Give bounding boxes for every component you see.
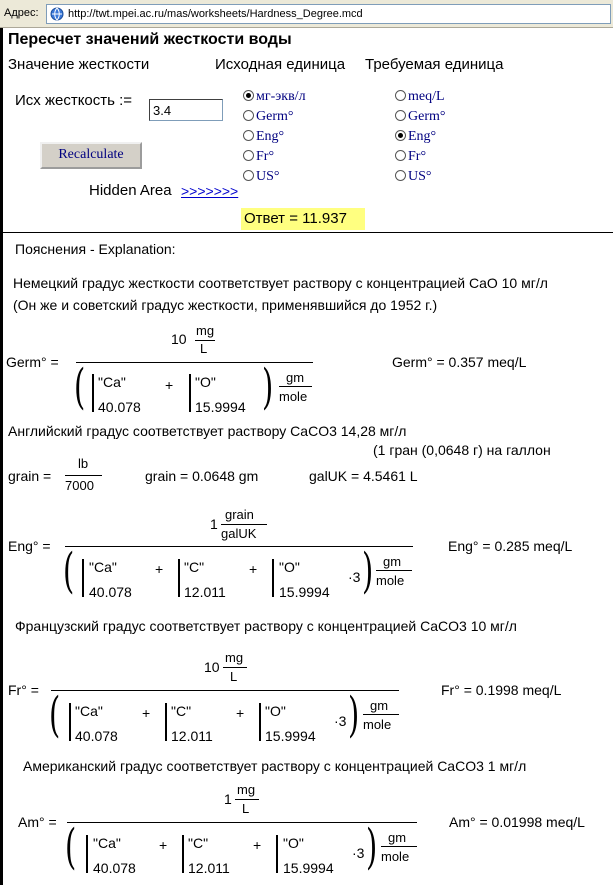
source-option-label: Fr°	[256, 149, 275, 164]
germ-plus: +	[165, 377, 174, 393]
column-header-value: Значение жесткости	[8, 56, 150, 73]
target-radio-germ[interactable]	[395, 109, 445, 125]
eng-num-coef: 1	[210, 516, 218, 532]
am-unit-bar	[235, 799, 259, 800]
germ-lhs: Germ° =	[6, 354, 59, 370]
am-vbar-3	[276, 835, 278, 873]
radio-icon	[243, 150, 254, 161]
fr-num-coef: 10	[204, 659, 220, 675]
fr-description: Французский градус соответствует раствору с концентрацией CaCO3 10 мг/л	[15, 618, 517, 634]
am-m1: 40.078	[93, 860, 136, 876]
fr-lhs: Fr° =	[8, 682, 39, 698]
hidden-area-label: Hidden Area	[89, 182, 172, 199]
source-radio-eng[interactable]	[243, 129, 284, 145]
eng-plus-1: +	[155, 561, 164, 577]
target-radio-meq[interactable]	[395, 89, 445, 105]
target-option-label: Eng°	[408, 129, 437, 144]
am-vbar-1	[86, 835, 88, 873]
target-option-label: meq/L	[408, 89, 445, 104]
eng-unit-bar	[221, 524, 267, 525]
source-option-label: мг-экв/л	[256, 89, 306, 104]
galuk-value: galUK = 4.5461 L	[309, 468, 418, 484]
radio-icon	[243, 170, 254, 181]
germ-den-unit-top: gm	[286, 370, 305, 385]
am-plus-2: +	[253, 837, 262, 853]
fr-left-paren: (	[49, 687, 61, 743]
eng-num-unit-bot: galUK	[221, 526, 257, 541]
explanation-heading: Пояснения - Explanation:	[15, 241, 176, 257]
target-option-label: Germ°	[408, 109, 446, 124]
germ-result: Germ° = 0.357 meq/L	[392, 354, 527, 370]
grain-bot: 7000	[65, 478, 94, 493]
eng-den-unit-top: gm	[383, 554, 402, 569]
radio-icon	[243, 110, 254, 121]
am-el1: "Ca"	[93, 835, 121, 851]
eng-m3: 15.9994	[279, 584, 330, 600]
germ-num-unit-bot: L	[200, 341, 208, 356]
target-option-label: US°	[408, 169, 432, 184]
eng-den-unit-bot: mole	[376, 573, 405, 588]
url-text: http://twt.mpei.ac.ru/mas/worksheets/Hardness_Degree.mcd	[68, 8, 363, 20]
fr-vbar-2	[165, 703, 167, 741]
am-el2: "C"	[188, 835, 209, 851]
fr-plus-2: +	[236, 705, 245, 721]
radio-icon	[395, 110, 406, 121]
answer-badge: Ответ = 11.937	[241, 208, 365, 230]
section-divider	[3, 232, 613, 233]
am-el3: "O"	[283, 835, 304, 851]
target-radio-eng[interactable]	[395, 129, 436, 145]
germ-num-coef: 10	[171, 331, 187, 347]
am-plus-1: +	[159, 837, 168, 853]
grain-bar	[65, 475, 102, 476]
germ-left-paren: (	[74, 359, 86, 415]
fr-el1: "Ca"	[75, 703, 103, 719]
fr-den-unit-bar	[363, 714, 399, 715]
am-vbar-2	[182, 835, 184, 873]
hardness-input[interactable]	[149, 99, 223, 121]
radio-icon	[243, 90, 254, 101]
eng-num-unit-top: grain	[225, 507, 254, 522]
germ-el2: "O"	[195, 374, 216, 390]
am-den-unit-top: gm	[388, 830, 407, 845]
am-right-paren: )	[366, 819, 378, 875]
germ-right-paren: )	[262, 359, 274, 415]
fr-den-unit-bot: mole	[363, 717, 392, 732]
germ-description: Немецкий градус жесткости соответствует раствору с концентрацией CaO 10 мг/л	[13, 275, 548, 291]
eng-m2: 12.011	[184, 584, 226, 600]
eng-right-paren: )	[362, 543, 374, 599]
fr-el2: "C"	[171, 703, 192, 719]
grain-lhs: grain =	[8, 468, 52, 484]
target-option-label: Fr°	[408, 149, 427, 164]
am-num-unit-bot: L	[242, 801, 250, 816]
source-radio-fr[interactable]	[243, 149, 274, 165]
eng-vbar-2	[178, 559, 180, 597]
fr-m2: 12.011	[171, 728, 213, 744]
radio-icon	[395, 150, 406, 161]
am-left-paren: (	[65, 819, 77, 875]
fr-main-bar	[51, 690, 399, 691]
germ-vbar-1	[92, 374, 94, 412]
am-times3: ·3	[352, 845, 365, 861]
eng-result: Eng° = 0.285 meq/L	[448, 538, 573, 554]
page-icon	[50, 7, 64, 21]
eng-den-unit-bar	[376, 570, 412, 571]
grain-top: lb	[78, 456, 89, 471]
source-radio-meq[interactable]	[243, 89, 306, 105]
source-option-label: Germ°	[256, 109, 294, 124]
url-field[interactable]	[46, 4, 611, 24]
target-radio-fr[interactable]	[395, 149, 426, 165]
eng-vbar-3	[272, 559, 274, 597]
hidden-area-link[interactable]: >>>>>>>	[181, 183, 239, 199]
column-header-source: Исходная единица	[215, 56, 346, 73]
fr-den-unit-top: gm	[370, 698, 389, 713]
radio-icon	[243, 130, 254, 141]
fr-result: Fr° = 0.1998 meq/L	[441, 682, 562, 698]
grain-value: grain = 0.0648 gm	[145, 468, 259, 484]
radio-icon	[395, 90, 406, 101]
fr-m3: 15.9994	[265, 728, 316, 744]
input-label: Исх жесткость :=	[15, 92, 133, 109]
germ-m1: 40.078	[98, 399, 141, 415]
source-radio-us[interactable]	[243, 169, 280, 185]
fr-vbar-1	[69, 703, 71, 741]
eng-m1: 40.078	[89, 584, 132, 600]
germ-main-bar	[76, 362, 313, 363]
am-lhs: Am° =	[18, 814, 57, 830]
radio-icon	[395, 130, 406, 141]
am-description: Американский градус соответствует раствору с концентрацией CaCO3 1 мг/л	[23, 758, 527, 774]
am-den-unit-bar	[381, 846, 417, 847]
fr-m1: 40.078	[75, 728, 118, 744]
column-header-target: Требуемая единица	[365, 56, 504, 73]
am-num-coef: 1	[224, 791, 232, 807]
address-label: Адрес:	[4, 7, 39, 19]
germ-el1: "Ca"	[98, 374, 126, 390]
am-den-unit-bot: mole	[381, 849, 410, 864]
eng-lhs: Eng° =	[8, 538, 51, 554]
fr-times3: ·3	[334, 713, 347, 729]
fr-num-unit-top: mg	[225, 650, 244, 665]
am-m2: 12.011	[188, 860, 230, 876]
germ-den-unit-bot: mole	[279, 389, 308, 404]
germ-den-unit-bar	[279, 386, 312, 387]
germ-note: (Он же и советский градус жесткости, применявшийся до 1952 г.)	[13, 297, 438, 313]
am-m3: 15.9994	[283, 860, 334, 876]
target-radio-us[interactable]	[395, 169, 432, 185]
fr-unit-bar	[223, 667, 247, 668]
page-title: Пересчет значений жесткости воды	[8, 31, 292, 48]
germ-m2: 15.9994	[195, 399, 246, 415]
fr-num-unit-bot: L	[230, 669, 238, 684]
germ-vbar-2	[189, 374, 191, 412]
germ-num-unit-top: mg	[196, 323, 215, 338]
source-radio-germ[interactable]	[243, 109, 293, 125]
fr-right-paren: )	[348, 687, 360, 743]
source-option-label: US°	[256, 169, 280, 184]
eng-el2: "C"	[184, 559, 205, 575]
radio-icon	[395, 170, 406, 181]
am-result: Am° = 0.01998 meq/L	[449, 814, 585, 830]
eng-plus-2: +	[249, 561, 258, 577]
fr-el3: "O"	[265, 703, 286, 719]
eng-el3: "O"	[279, 559, 300, 575]
recalculate-button[interactable]: Recalculate	[40, 142, 142, 169]
eng-description: Английский градус соответствует раствору CaCO3 14,28 мг/л	[8, 423, 407, 439]
eng-note: (1 гран (0,0648 г) на галлон	[373, 442, 551, 458]
am-main-bar	[67, 822, 417, 823]
fr-vbar-3	[259, 703, 261, 741]
eng-el1: "Ca"	[89, 559, 117, 575]
am-num-unit-top: mg	[237, 782, 256, 797]
worksheet	[0, 28, 613, 885]
eng-vbar-1	[82, 559, 84, 597]
eng-times3: ·3	[348, 569, 361, 585]
eng-left-paren: (	[63, 543, 75, 599]
fr-plus-1: +	[142, 705, 151, 721]
source-option-label: Eng°	[256, 129, 285, 144]
eng-main-bar	[65, 546, 413, 547]
address-bar	[0, 0, 613, 28]
